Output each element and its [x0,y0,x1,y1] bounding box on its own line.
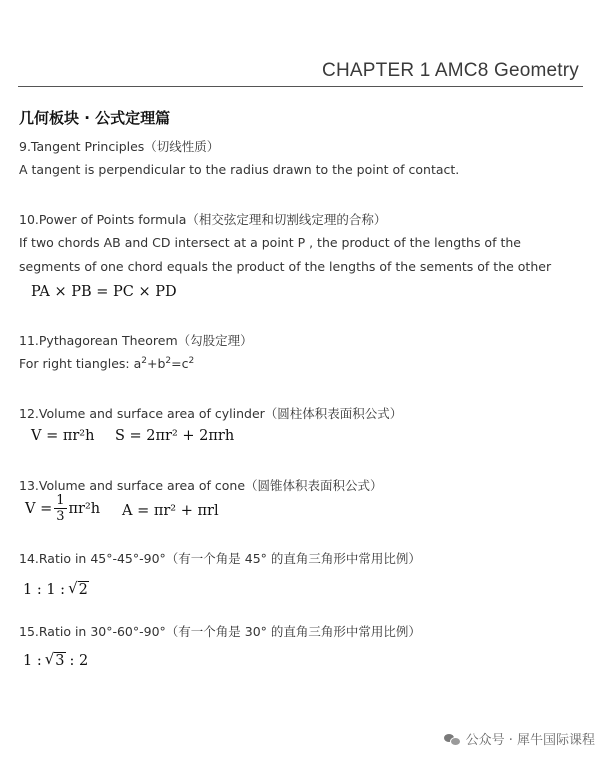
exponent: 2 [141,356,147,366]
cylinder-area-formula: S = 2πr² + 2πrh [115,428,235,444]
exponent: 2 [165,356,172,366]
ratio-45-formula [23,579,89,598]
watermark [444,729,595,748]
sqrt-3 [45,650,66,669]
radical-sign: √ [68,579,78,597]
pythagoras-mid1: +b [147,356,166,372]
ratio-30-formula [23,650,88,669]
item-10-body-line1: If two chords AB and CD intersect at a point P , the product of the lengths of the [19,235,521,250]
item-15-heading: 15.Ratio in 30°-60°-90°（有一个角是 30° 的直角三角形中常用比例） [19,624,421,639]
watermark-text: 公众号 · 犀牛国际课程 [465,733,595,748]
cylinder-volume-formula: V = πr²h [31,428,95,444]
wechat-icon [444,732,460,746]
item-9-heading: 9.Tangent Principles（切线性质） [19,139,220,154]
item-9-body: A tangent is perpendicular to the radius drawn to the point of contact. [19,162,460,177]
item-13-heading: 13.Volume and surface area of cone（圆锥体积表面积公式） [19,478,383,493]
section-title: 几何板块 · 公式定理篇 [19,109,171,127]
fraction-denominator: 3 [56,509,65,524]
item-10-body-line2: segments of one chord equals the product of the lengths of the sements of the other [19,259,552,274]
item-10-heading: 10.Power of Points formula（相交弦定理和切割线定理的合称） [19,212,387,227]
cone-volume-formula [25,494,100,523]
sqrt-2 [68,579,89,598]
item-11-heading: 11.Pythagorean Theorem（勾股定理） [19,333,253,348]
fraction-one-third [54,494,66,523]
item-12-heading: 12.Volume and surface area of cylinder（圆柱体积表面积公式） [19,406,403,421]
item-11-body [19,356,194,371]
exponent: 2 [188,356,195,366]
radical-sign: √ [44,650,55,668]
fraction-numerator: 1 [56,493,65,508]
ratio-45-prefix: 1 : 1 : [23,582,66,598]
power-of-point-formula: PA × PB = PC × PD [31,284,177,300]
pythagoras-prefix: For right tiangles: a [19,356,142,372]
cone-area-formula: A = πr² + πrl [122,503,219,519]
radicand: 3 [55,653,65,669]
cone-volume-lhs: V = [25,500,53,517]
chapter-title: CHAPTER 1 AMC8 Geometry [322,60,579,81]
radicand: 2 [78,582,88,598]
header-divider [18,86,583,87]
ratio-30-prefix: 1 : [23,653,42,669]
cone-volume-rhs: πr²h [68,500,101,517]
ratio-30-suffix: : 2 [69,653,89,669]
pythagoras-mid2: =c [171,356,189,372]
item-14-heading: 14.Ratio in 45°-45°-90°（有一个角是 45° 的直角三角形中常用比例） [19,551,421,566]
